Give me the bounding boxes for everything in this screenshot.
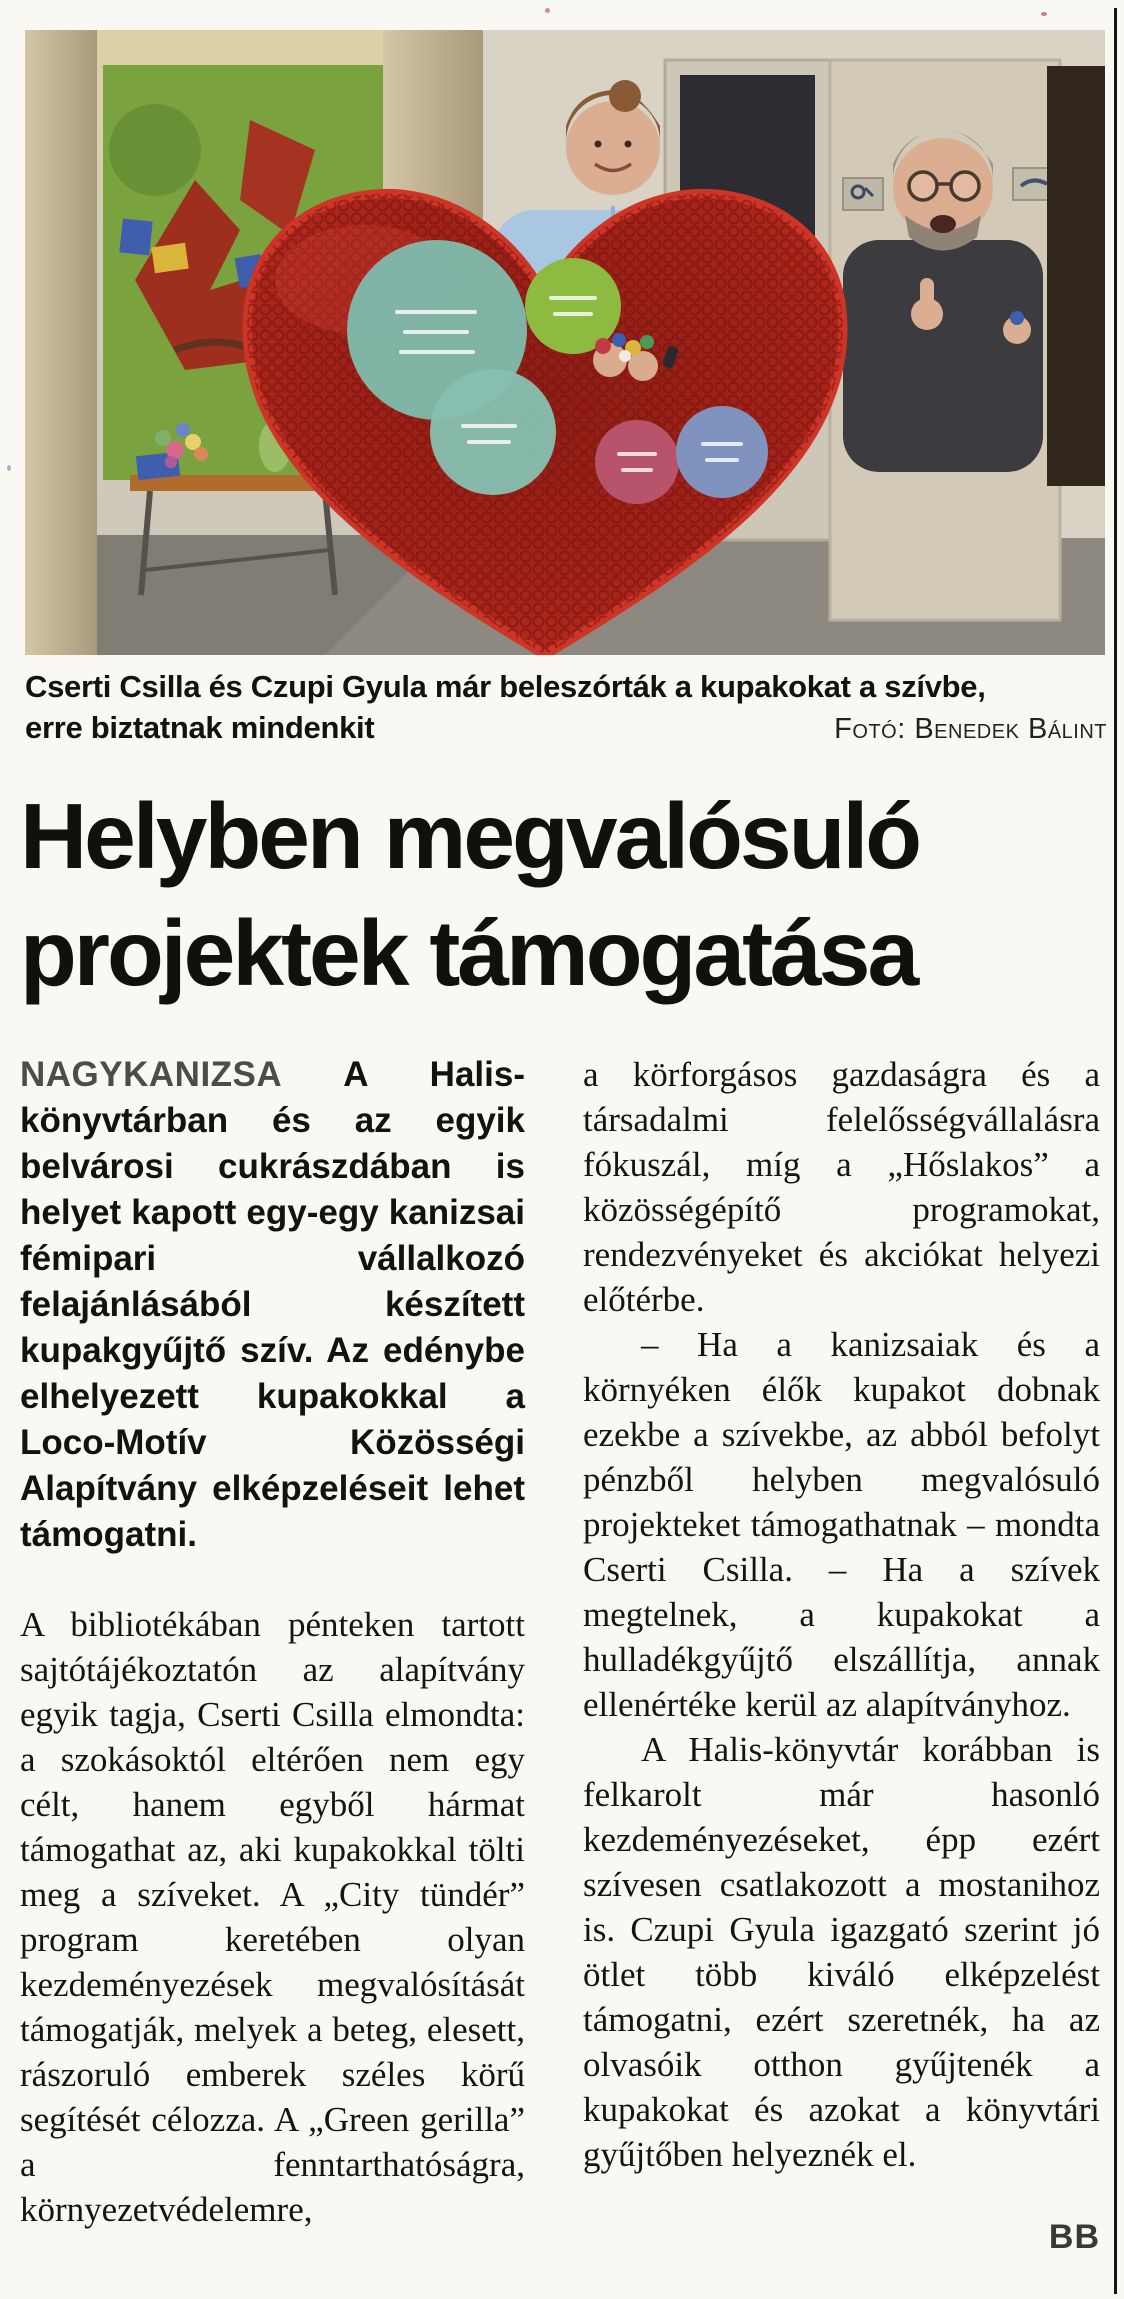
program-circle-pink	[595, 420, 679, 504]
dark-window	[1047, 66, 1105, 486]
body-column-2	[583, 1052, 1100, 2297]
article-lede	[20, 1052, 525, 1558]
headline-line-1: Helyben megvalósuló	[20, 784, 920, 888]
photo-illustration	[25, 30, 1105, 655]
column-rule	[1114, 8, 1117, 2294]
scan-speckle	[1041, 12, 1047, 16]
caption-line-2: erre biztatnak mindenkit	[25, 710, 375, 745]
paragraph-4: A Halis-könyvtár korábban is felkarolt már hasonló kezdeményezéseket, épp ezért szívesen csatlakozott a mostanihoz is. Czupi Gyula igazgató szerint jó ötlet több kiváló elképzelést támogatni, ezért szeretnék, ha az olvasóik otthon gyűjtenék a kupakokat és azokat a könyvtári gyűjtőben helyeznék el.	[583, 1730, 1100, 2174]
article-body	[20, 1052, 1108, 2297]
lede-text: A Halis-könyvtárban és az egyik belvárosi cukrászdában is helyet kapott egy-egy kanizsai fémipari vállalkozó felajánlásából készített kupakgyűjtő szív. Az edénybe elhelyezett kupakokkal a Loco-Motív Közösségi Alapítvány elképzeléseit lehet támogatni.	[20, 1055, 525, 1554]
article-photo	[25, 30, 1105, 655]
scan-speckle	[545, 8, 550, 13]
photo-caption	[25, 666, 1107, 750]
body-column-1	[20, 1052, 525, 2297]
paragraph-2: a körforgásos gazdaságra és a társadalmi felelősségvállalásra fókuszál, míg a „Hőslakos” a közösségépítő programokat, rendezvényeket és akciókat helyezi előtérbe.	[583, 1055, 1100, 1319]
program-circle-blue	[676, 406, 768, 498]
headline-line-2: projektek támogatása	[20, 901, 917, 1005]
caption-line-1: Cserti Csilla és Czupi Gyula már beleszórták a kupakokat a szívbe,	[25, 669, 986, 704]
scan-speckle	[7, 465, 11, 471]
photo-credit: Fotó: Benedek Bálint	[834, 713, 1107, 745]
left-pillar	[25, 30, 97, 655]
paragraph-1: A bibliotékában pénteken tartott sajtótájékoztatón az alapítvány egyik tagja, Cserti Csilla elmondta: a szokásoktól eltérően nem egy célt, hanem egyből hármat támogathat az, aki kupakokkal tölti meg a szíveket. A „City tündér” program keretében olyan kezdeményezések megvalósítását támogatják, melyek a beteg, elesett, rászoruló emberek széles körű segítését célozza. A „Green gerilla” a fenntarthatóságra, környezetvédelemre,	[20, 1605, 525, 2229]
paragraph-3: – Ha a kanizsaiak és a környéken élők kupakot dobnak ezekbe a szívekbe, az abból befolyt pénzből helyben megvalósuló projekteket támogathatnak – mondta Cserti Csilla. – Ha a szívek megtelnek, a kupakokat a hulladékgyűjtő elszállítja, annak ellenértéke kerül az alapítványhoz.	[583, 1325, 1100, 1724]
author-initials: BB	[1048, 2218, 1100, 2256]
article-headline	[20, 778, 1112, 1012]
location-tag: NAGYKANIZSA	[20, 1055, 283, 1094]
